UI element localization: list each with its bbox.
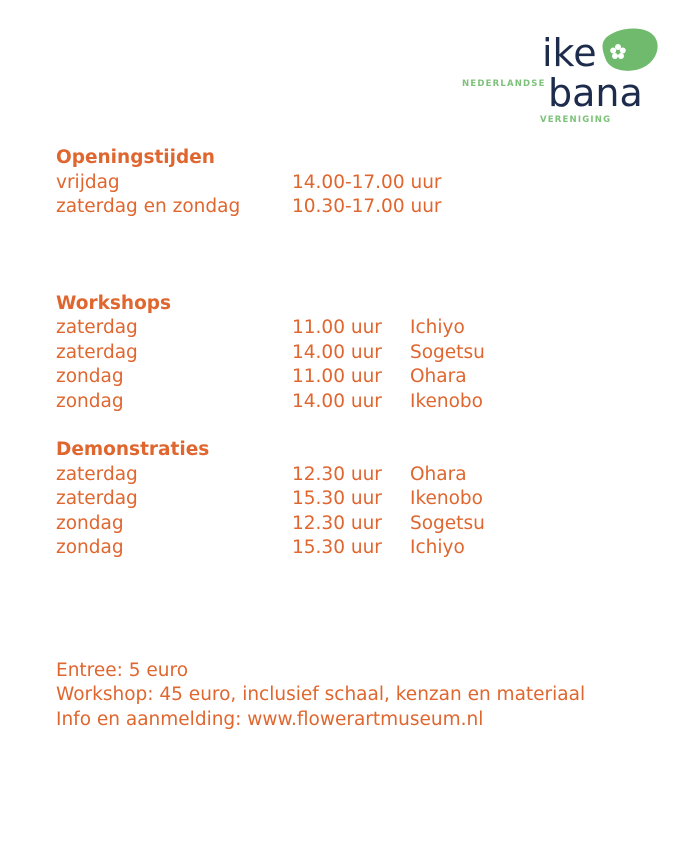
workshop-row	[56, 341, 676, 366]
time: 12.30 uur	[292, 512, 382, 534]
opening-row	[56, 171, 676, 196]
day: vrijdag	[56, 171, 120, 193]
time: 15.30 uur	[292, 537, 382, 558]
school: Sogetsu	[410, 512, 485, 534]
entree-text: Entree: 5 euro	[56, 659, 189, 681]
logo-word-bottom: bana	[548, 71, 643, 115]
time: 10.30-17.00 uur	[292, 196, 442, 217]
opening-row	[56, 195, 676, 220]
day: zondag	[56, 366, 124, 387]
day: zaterdag	[56, 317, 138, 338]
day: zaterdag	[56, 463, 138, 485]
ikebana-logo	[462, 22, 662, 126]
demo-row	[56, 463, 676, 488]
demo-row	[56, 512, 676, 537]
day: zaterdag en zondag	[56, 196, 241, 217]
time: 14.00-17.00 uur	[292, 171, 442, 193]
logo-left-text: NEDERLANDSE	[462, 79, 546, 89]
workshop-row	[56, 390, 676, 415]
time: 11.00 uur	[292, 366, 382, 387]
demo-row	[56, 487, 676, 512]
workshops-title: Workshops	[56, 292, 172, 314]
time: 11.00 uur	[292, 317, 382, 338]
logo-bottom-text: VERENIGING	[540, 115, 612, 125]
school: Ohara	[410, 463, 467, 485]
schedule-content	[56, 146, 676, 732]
day: zaterdag	[56, 341, 138, 363]
school: Ichiyo	[410, 317, 465, 338]
demo-row	[56, 536, 676, 561]
demos-title: Demonstraties	[56, 439, 210, 460]
ikebana-logo-graphic	[462, 22, 662, 126]
school: Ohara	[410, 366, 467, 387]
time: 14.00 uur	[292, 390, 382, 412]
time: 12.30 uur	[292, 463, 382, 485]
school: Ikenobo	[410, 488, 483, 509]
workshop-row	[56, 316, 676, 341]
time: 14.00 uur	[292, 341, 382, 363]
workshop-row	[56, 365, 676, 390]
day: zondag	[56, 512, 124, 534]
day: zondag	[56, 537, 124, 558]
opening-title: Openingstijden	[56, 147, 215, 168]
school: Ikenobo	[410, 390, 483, 412]
info-text: Info en aanmelding: www.flowerartmuseum.nl	[56, 708, 484, 730]
workshop-price-text: Workshop: 45 euro, inclusief schaal, kenzan en materiaal	[56, 684, 586, 705]
day: zaterdag	[56, 488, 138, 509]
logo-word-top: ike	[542, 31, 597, 75]
school: Sogetsu	[410, 341, 485, 363]
school: Ichiyo	[410, 537, 465, 558]
day: zondag	[56, 390, 124, 412]
time: 15.30 uur	[292, 488, 382, 509]
